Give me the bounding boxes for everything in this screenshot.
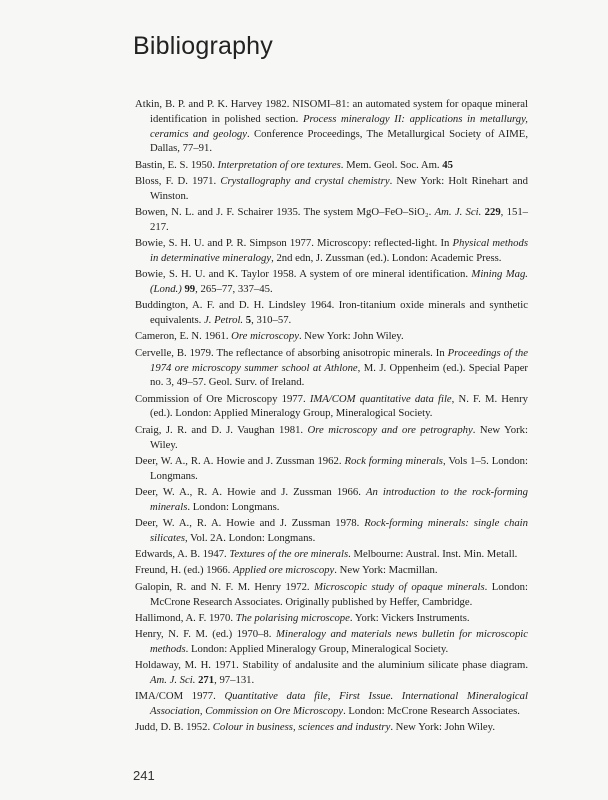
reference-entry: Judd, D. B. 1952. Colour in business, sciences and industry. New York: John Wiley. <box>135 721 495 734</box>
reference-entry: Bowen, N. L. and J. F. Schairer 1935. The system MgO–FeO–SiO₂. Am. J. Sci. 229, 151–217. <box>135 206 529 233</box>
page-title: Bibliography <box>133 32 273 60</box>
reference-entry: Hallimond, A. F. 1970. The polarising microscope. York: Vickers Instruments. <box>135 611 470 624</box>
reference-entry: Holdaway, M. H. 1971. Stability of andalusite and the aluminium silicate phase diagram. Am. J. Sci. 271, 97–131. <box>135 659 528 686</box>
reference-entry: Galopin, R. and N. F. M. Henry 1972. Microscopic study of opaque minerals. London: McCrone Research Associates. Originally published by Heffer, Cambridge. <box>135 580 528 608</box>
reference-entry: Buddington, A. F. and D. H. Lindsley 1964. Iron-titanium oxide minerals and synthetic equivalents. J. Petrol. 5, 310–57. <box>135 299 528 327</box>
reference-entry: Bloss, F. D. 1971. Crystallography and crystal chemistry. New York: Holt Rinehart and Winston. <box>135 174 528 202</box>
reference-entry: Deer, W. A., R. A. Howie and J. Zussman 1978. Rock-forming minerals: single chain silicates, Vol. 2A. London: Longmans. <box>135 517 528 544</box>
reference-entry: Henry, N. F. M. (ed.) 1970–8. Mineralogy and materials news bulletin for microscopic methods. London: Applied Mineralogy Group, Mineralogical Society. <box>135 628 529 655</box>
reference-entry: Craig, J. R. and D. J. Vaughan 1981. Ore microscopy and ore petrography. New York: Wiley. <box>135 423 528 451</box>
reference-entry: Deer, W. A., R. A. Howie and J. Zussman 1966. An introduction to the rock-forming minerals. London: Longmans. <box>135 485 528 513</box>
reference-entry: Cervelle, B. 1979. The reflectance of absorbing anisotropic minerals. In Proceedings of the 1974 ore microscopy summer school at Athlone, M. J. Oppenheim (ed.). Special Paper no. 3, 49–57. Geol. Surv. of Ireland. <box>135 346 528 389</box>
bibliography-list <box>135 97 528 737</box>
reference-entry: Atkin, B. P. and P. K. Harvey 1982. NISOMI–81: an automated system for opaque mineral identification in polished section. Process mineralogy II: applications in metallurgy, ceramics and geology. Conference Proceedings, The Metallurgical Society of AIME, Dallas, 77–91. <box>135 98 528 155</box>
reference-entry: Bowie, S. H. U. and K. Taylor 1958. A system of ore mineral identification. Mining Mag. (Lond.) 99, 265–77, 337–45. <box>135 268 528 296</box>
reference-entry: Bastin, E. S. 1950. Interpretation of ore textures. Mem. Geol. Soc. Am. 45 <box>135 158 453 171</box>
reference-entry: Edwards, A. B. 1947. Textures of the ore minerals. Melbourne: Austral. Inst. Min. Metall. <box>135 548 518 561</box>
reference-entry: Commission of Ore Microscopy 1977. IMA/COM quantitative data file, N. F. M. Henry (ed.). London: Applied Mineralogy Group, Mineralogical Society. <box>135 392 528 420</box>
reference-entry: Deer, W. A., R. A. Howie and J. Zussman 1962. Rock forming minerals, Vols 1–5. London: Longmans. <box>135 454 528 482</box>
reference-entry: Freund, H. (ed.) 1966. Applied ore microscopy. New York: Macmillan. <box>135 564 438 577</box>
reference-entry: IMA/COM 1977. Quantitative data file, First Issue. International Mineralogical Association, Commission on Ore Microscopy. London: McCrone Research Associates. <box>135 690 528 718</box>
reference-entry: Cameron, E. N. 1961. Ore microscopy. New York: John Wiley. <box>135 330 404 343</box>
reference-entry: Bowie, S. H. U. and P. R. Simpson 1977. Microscopy: reflected-light. In Physical methods in determinative mineralogy, 2nd edn, J. Zussman (ed.). London: Academic Press. <box>135 237 528 264</box>
page-number: 241 <box>133 768 155 783</box>
